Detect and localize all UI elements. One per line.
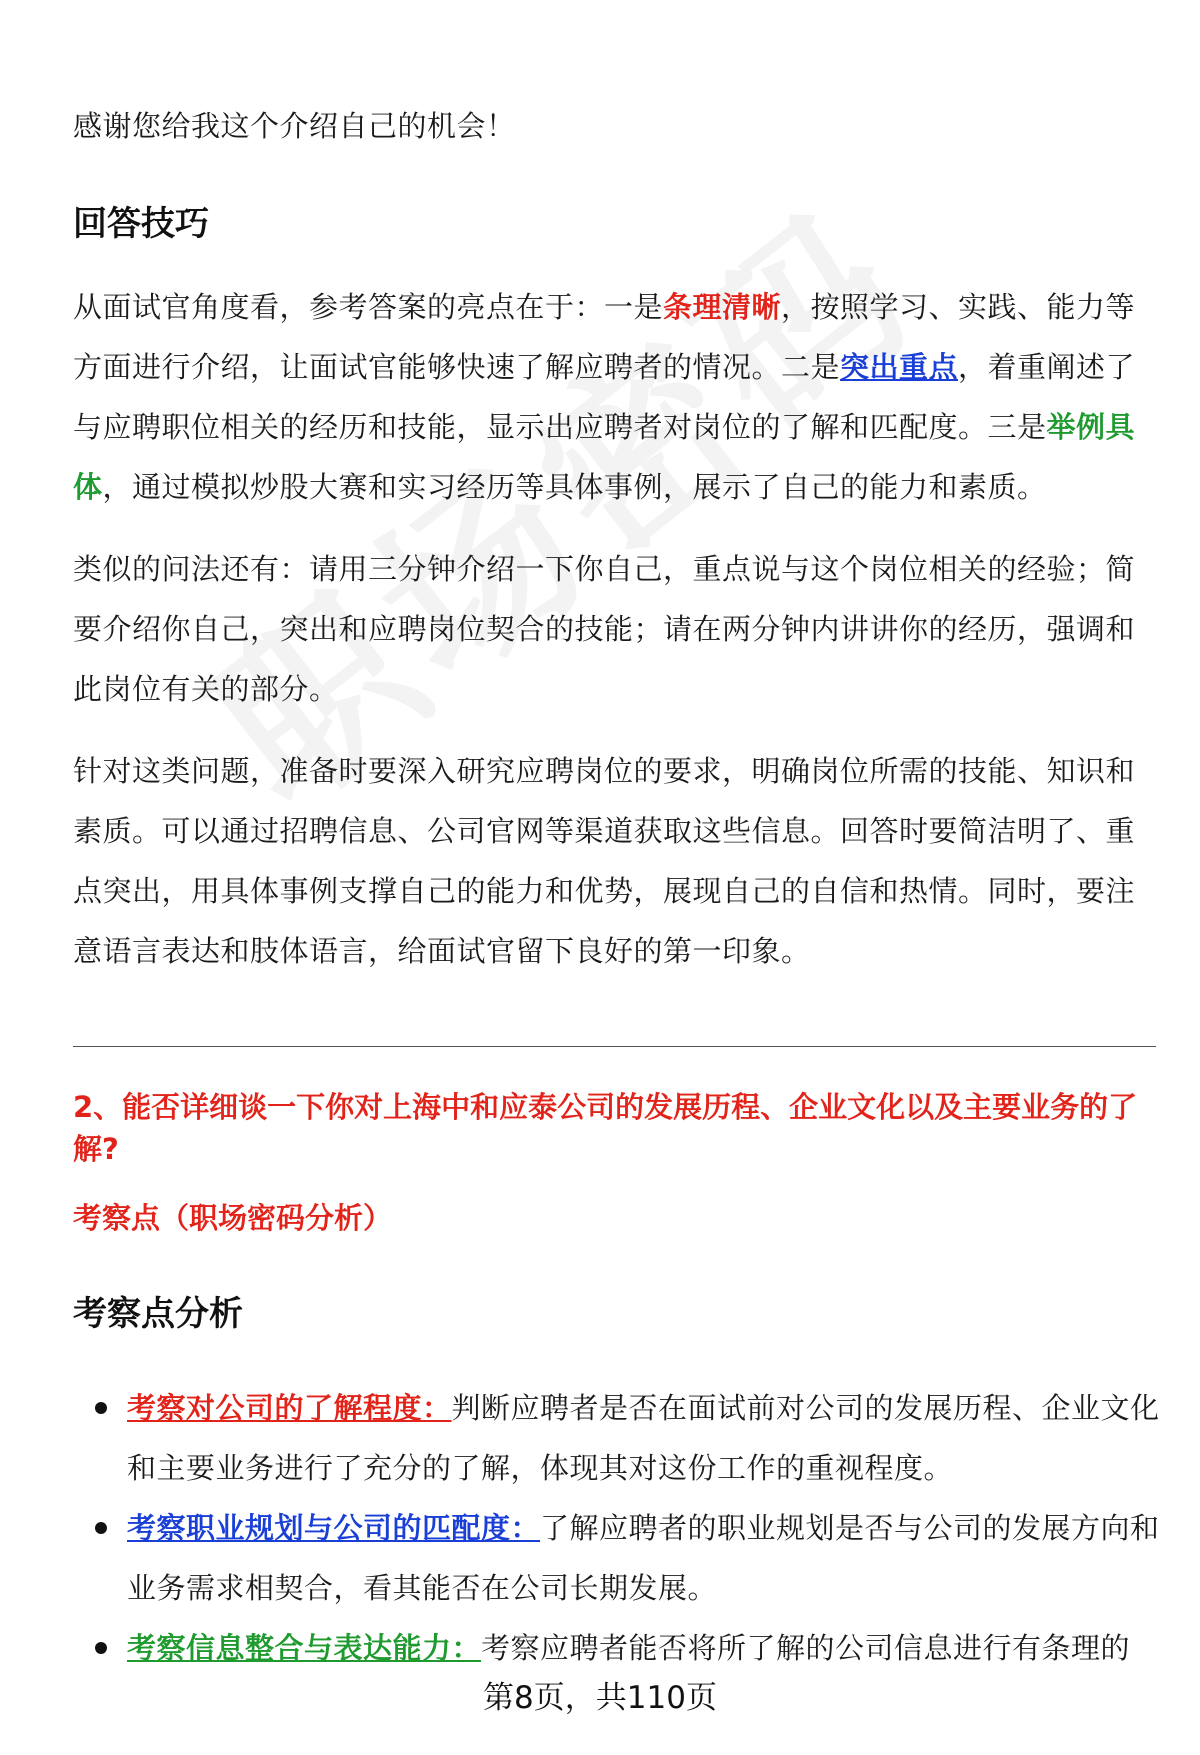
tips-p1-text-b: ，按照学习、实践、能力等方面进行介绍，让面试官能够快速了解应聘者的情况。二是 — [73, 290, 1136, 384]
point-text: 考察应聘者能否将所了解的公司信息进行有条理的 — [481, 1631, 1131, 1665]
bullet-icon — [95, 1642, 107, 1654]
list-item — [127, 1498, 1177, 1618]
tips-p1-text-c: ，着重阐述了与应聘职位相关的经历和技能，显示出应聘者对岗位的了解和匹配度。三是 — [73, 350, 1136, 444]
tips-paragraph-2: 类似的问法还有：请用三分钟介绍一下你自己，重点说与这个岗位相关的经验；简要介绍你自己，突出和应聘岗位契合的技能；请在两分钟内讲讲你的经历，强调和此岗位有关的部分。 — [73, 552, 1136, 706]
tips-paragraph-1 — [73, 277, 1143, 517]
divider — [73, 1046, 1156, 1047]
list-item — [127, 1378, 1177, 1498]
assessment-points-list — [93, 1378, 1177, 1678]
tips-p1-text-d: ，通过模拟炒股大赛和实习经历等具体事例，展示了自己的能力和素质。 — [102, 470, 1047, 504]
point-label: 考察职业规划与公司的匹配度： — [127, 1511, 541, 1545]
bullet-icon — [95, 1522, 107, 1534]
analysis-heading: 考察点分析 — [73, 1294, 243, 1334]
highlight-concrete-examples: 举例具体 — [73, 410, 1136, 504]
question-2-title: 2、能否详细谈一下你对上海中和应泰公司的发展历程、企业文化以及主要业务的了解? — [73, 1090, 1138, 1166]
bullet-icon — [95, 1402, 107, 1414]
point-text: 了解应聘者的职业规划是否与公司的发展方向和业务需求相契合，看其能否在公司长期发展。 — [127, 1511, 1160, 1605]
page-number: 第8页，共110页 — [483, 1680, 717, 1716]
point-text: 判断应聘者是否在面试前对公司的发展历程、企业文化和主要业务进行了充分的了解，体现其对这份工作的重视程度。 — [127, 1391, 1160, 1485]
tips-heading: 回答技巧 — [73, 204, 209, 244]
list-item — [127, 1618, 1177, 1678]
assessment-label: 考察点（职场密码分析） — [73, 1201, 393, 1235]
tips-paragraph-3: 针对这类问题，准备时要深入研究应聘岗位的要求，明确岗位所需的技能、知识和素质。可以通过招聘信息、公司官网等渠道获取这些信息。回答时要简洁明了、重点突出，用具体事例支撑自己的能力和优势，展现自己的自信和热情。同时，要注意语言表达和肢体语言，给面试官留下良好的第一印象。 — [73, 754, 1136, 968]
intro-closing: 感谢您给我这个介绍自己的机会！ — [73, 109, 516, 143]
point-label: 考察对公司的了解程度： — [127, 1391, 452, 1425]
main-content — [73, 96, 1143, 981]
highlight-key-points: 突出重点 — [840, 350, 959, 384]
point-label: 考察信息整合与表达能力： — [127, 1631, 482, 1665]
highlight-clear-structure: 条理清晰 — [663, 290, 782, 324]
tips-p1-text-a: 从面试官角度看，参考答案的亮点在于：一是 — [73, 290, 664, 324]
